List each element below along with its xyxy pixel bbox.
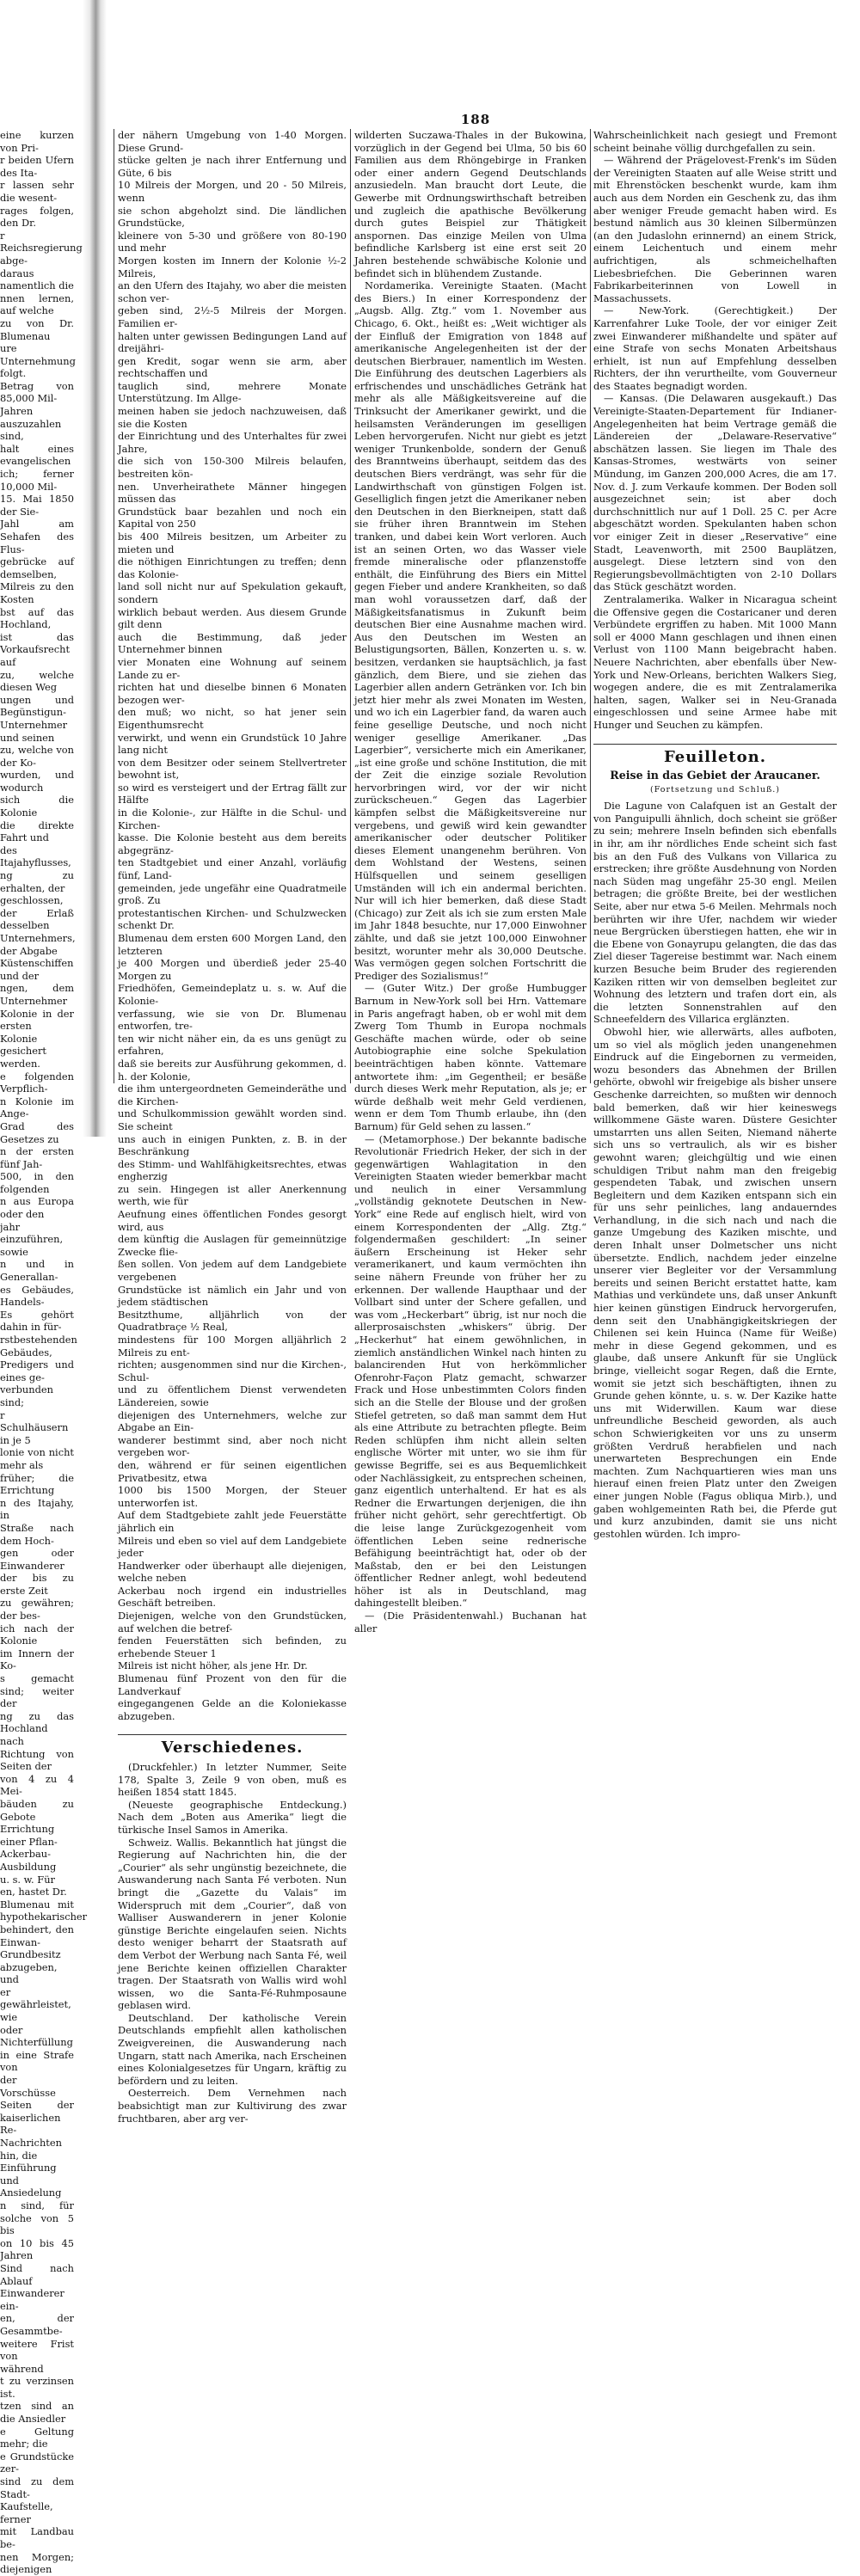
text-line: Ackerbau noch irgend ein industrielles Geschäft betreiben. <box>118 1584 347 1610</box>
text-line: uns auch in einigen Punkten, z. B. in der Beschränkung <box>118 1132 347 1158</box>
text-line: Grundstücke ist nämlich ein Jahr und von jedem städtischen <box>118 1283 347 1309</box>
text-line: Straße nach dem Hoch- <box>0 1521 74 1547</box>
text-line: die sich von 150-300 Milreis belaufen, bestreiten kön- <box>118 455 347 481</box>
paragraph: — Während der Prägelovest-Frenk's im Süden der Vereinigten Staaten auf alle Weise stritt und mit Ehrenstöcken beschenkt wurde, kam ihm auch aus dem Norden ein Geschenk zu, das ihm aber weniger Freude gemacht haben wird. Es bestund nämlich aus 30 kleinen Silbermünzen (an den Judaslohn erinnernd) an einem Strick, einem Leichentuch und einem mehr aufrichtigen, als schmeichelhaften Liebesbriefchen. Die Geberinnen waren Fabrikarbeiterinnen von Lowell in Massachussets. <box>593 154 837 304</box>
text-line: richten; ausgenommen sind nur die Kirchen-, Schul- <box>118 1359 347 1383</box>
text-line: ten Stadtgebiet und einer Anzahl, vorläufig fünf, Land- <box>118 856 347 882</box>
text-line: 15. Mai 1850 der Sie- <box>0 493 74 518</box>
text-line: jahr einzuführen, sowie <box>0 1220 64 1258</box>
text-line: nen Morgen; diejenigen <box>0 2550 74 2576</box>
text-line: rstbestehenden Gebäudes, <box>0 1334 77 1359</box>
text-line: Jahren auszuzahlen sind, <box>0 405 62 443</box>
text-line: behindert, den Einwan- <box>0 1923 74 1948</box>
text-line: der Einrichtung und des Unterhaltes für zwei Jahre, <box>118 430 347 455</box>
text-line: Grad des Gesetzes zu <box>0 1119 74 1145</box>
text-line: ich; ferner 10,000 Mil- <box>0 468 74 493</box>
text-line: je 400 Morgen und überdieß jeder 25-40 Morgen zu <box>118 957 347 982</box>
text-line: Auf dem Stadtgebiete zahlt jede Feuerstätte jährlich ein <box>118 1509 347 1534</box>
page-number: 188 <box>460 112 491 127</box>
column-1 <box>118 129 347 2125</box>
text-line: der Vorschüsse <box>0 2074 56 2099</box>
text-line: des Stimm- und Wahlfähigkeitsrechtes, etwas engherzig <box>118 1157 347 1183</box>
text-line: die ihm untergeordneten Gemeinderäthe und die Kirchen- <box>118 1083 347 1107</box>
text-line: n Kolonie im Ange- <box>0 1095 74 1120</box>
text-line: während <box>0 2362 44 2375</box>
page-gutter-shadow <box>83 0 107 1137</box>
text-line: richten hat und dieselbe binnen 6 Monaten bezogen wer- <box>118 681 347 706</box>
text-line: e Grundstücke zer- <box>0 2450 74 2475</box>
text-line: vier Monaten eine Wohnung auf seinem Lande zu er- <box>118 655 347 681</box>
text-line: er gewährleistet, wie <box>0 1985 71 2024</box>
paragraph: Schweiz. Wallis. Bekanntlich hat jüngst die Regierung auf Nachrichten hin, die der „Courier“ als sehr ungünstig bezeichnete, die Auswanderung nach Santa Fé verboten. Nun bringt die „Gazette du Valais“ im Widerspruch mit dem „Courier“, daß von Walliser Auswanderern in jener Kolonie günstige Berichte eingelaufen seien. Nichts desto weniger beharrt der Staatsrath auf dem Verbot der Werbung nach Santa Fé, weil jene Berichte keinen offiziellen Charakter tragen. Der Staatsrath von Wallis wird wohl wissen, wo die Santa-Fé-Ruhmposaune geblasen wird. <box>118 1836 347 2012</box>
text-line: des Itajahyflusses, <box>0 843 71 869</box>
paragraph: — (Metamorphose.) Der bekannte badische Revolutionär Friedrich Heker, der sich in der gegenwärtigen Wahlagitation in den Vereinigten Staaten wieder bemerkbar macht und neulich in einer Versammlung „vollständig geknotete Deutschen in New-York“ eine Rede auf englisch hielt, wird von einem Korrespondenten der „Allg. Ztg.“ folgendermaßen geschildert: „In seiner äußern Erscheinung ist Heker sehr veramerikanert, und kaum vermöchten ihn seine nähern Freunde von früher her zu erkennen. Der wallende Haupthaar und der Vollbart sind unter der Schere gefallen, und was vom „Heckerbart“ übrig, ist nur noch die allerprosaischsten „whiskers“ übrig. Der „Heckerhut“ hat einem gewöhnlichen, in ziemlich anständlichen Winkel nach hinten zu balancirenden Hut von herkömmlicher Ofenrohr-Façon Platz gemacht, schwarzer Frack und Hose unbestimmten Colors finden sich an die Stelle der Blouse und der großen Stiefel getreten, so daß man sammt dem Hut als eine Attribute zu betrachten pflegte. Beim Reden schlüpfen ihm nicht allein selten englische Wörter mit unter, wo sie ihm für gewisse Begriffe, sei es aus Bequemlichkeit oder Nachlässigkeit, zu entsprechen scheinen, ganz eigentlich unterhaltend. Er hat es als Redner die Erwartungen derjenigen, die ihn früher nicht gehört, sehr gerechtfertigt. Ob die leise lange Zurückgezogenheit vom öffentlichen Leben seine rednerische Befähigung beeinträchtigt hat, oder ob der Maßstab, den er bei den Leistungen öffentlicher Redner anlegt, wohl bedeutend höher ist als in Deutschland, mag dahingestellt bleiben.“ <box>354 1132 587 1610</box>
text-line: dem künftig die Auslagen für gemeinnützige Zwecke flie- <box>118 1233 347 1258</box>
text-line: Predigers und eines ge- <box>0 1359 74 1383</box>
text-line: Richtung von Seiten der <box>0 1747 74 1773</box>
text-line: gemeinden, jede ungefähr eine Quadratmeile groß. Zu <box>118 881 347 907</box>
text-line: n der ersten fünf Jah- <box>0 1145 74 1170</box>
text-line: land soll nicht nur auf Spekulation gekauft, sondern <box>118 580 347 605</box>
text-line: in eine Strafe von <box>0 2048 74 2074</box>
text-line: e Geltung mehr; die <box>0 2425 74 2450</box>
text-line: geben sind, 2½-5 Milreis der Morgen. Familien er- <box>118 304 347 329</box>
text-line: Grundbesitz abzugeben, und <box>0 1948 61 1986</box>
column-3-lead-text <box>593 129 837 732</box>
section-heading-verschiedenes <box>118 1734 347 1756</box>
text-line: daraus namentlich die <box>0 267 74 292</box>
text-line: Blumenau fünf Prozent von den für die Landverkauf <box>118 1672 347 1697</box>
text-line: zu von Dr. Blumenau <box>0 316 74 342</box>
text-line: auch die Bestimmung, daß jeder Unternehmer binnen <box>118 630 347 656</box>
text-line: Einwanderer ein- <box>0 2287 64 2312</box>
text-line: Milreis ist nicht höher, als jene Hr. Dr. <box>118 1659 308 1672</box>
text-line: ungen und Begünstigun- <box>0 693 74 719</box>
section-heading-feuilleton <box>593 744 837 765</box>
text-line: gebrücke auf demselben, <box>0 555 74 580</box>
text-line: Friedhöfen, Gemeindeplatz u. s. w. Auf die Kolonie- <box>118 982 347 1007</box>
text-line: mit Landbau be- <box>0 2525 74 2550</box>
text-line: weitere Frist von <box>0 2337 74 2363</box>
text-line: Grundstück baar bezahlen und noch ein Kapital von 250 <box>118 505 347 531</box>
text-line: und zu öffentlichem Dienst verwendeten Ländereien, sowie <box>118 1383 347 1408</box>
text-line: s gemacht sind; weiter der <box>0 1672 74 1710</box>
text-line: n des Itajahy, in <box>0 1496 74 1522</box>
text-line: wirklich bebaut werden. Aus diesem Grunde gilt denn <box>118 605 347 631</box>
paragraph: — (Die Präsidentenwahl.) Buchanan hat aller <box>354 1610 587 1635</box>
text-line: Diejenigen, welche von den Grundstücken, auf welchen die betref- <box>118 1610 347 1635</box>
text-line: Aeufnung eines öffentlichen Fondes gesorgt wird, aus <box>118 1208 347 1233</box>
text-line: der nähern Umgebung von 1-40 Morgen. Diese Grund- <box>118 129 347 154</box>
paragraph: Obwohl hier, wie allerwärts, alles aufboten, um so viel als möglich jeden unangenehmen Eindruck auf die Eingebornen zu vermeiden, wozu besonders das Abnehmen der Brillen gehörte, obwohl wir freigebige als bisher unsere Geschenke darreichten, so mußten wir dennoch bald bemerken, daß wir hier keineswegs willkommene Gäste waren. Düstere Gesichter umstarrten uns allen Seiten, Niemand näherte sich uns so vertraulich, als wir es bisher gewohnt waren; gleichgültig und wie einen schuldigen Tribut nahm man den freigebig gespendeten Tabak, und zwischen unsern Begleitern und dem Kaziken entspann sich ein für uns sehr peinliches, lang andauerndes Verhandlung, in die sich nach und nach die ganze Umgebung des Kaziken mischte, und deren Inhalt unser Dolmetscher uns nicht übersetzte. Endlich, nachdem jeder einzelne unserer vier Begleiter vor der Versammlung bereits und seinen Bericht erstattet hatte, kam Mathias und verkündete uns, daß unser Ankunft hier keinen günstigen Eindruck hervorgerufen, denn seit den Unabhängigkeitskriegen der Chilenen sei kein Huinca (Name für Weiße) mehr in diese Gegend gekommen, und es glaube, daß unsere Ankunft für sie Unglück bringe, vielleicht sogar Regen, daß die Ernte, womit sie jetzt sich beschäftigten, ihnen zu Grunde gehen könnte, u. s. w. Der Kazike hatte uns mit Widerwillen. Kaum war diese unfreundliche Bescheid geworden, als auch schon Schwierigkeiten vor uns zu unserm größten Verdruß herabfielen und nach unerwarteten Besprechungen ein Ende machten. Zum Nachquartieren wies man uns hierauf einen freien Platz unter den Zweigen einer jungen Noble (Fagus obliqua Mirb.), und gaben wohlgemeinten Rath bei, die Pferde gut und kurz anzubinden, damit sie uns nicht gestohlen würden. Ich impro- <box>593 1025 837 1540</box>
paragraph: Oesterreich. Dem Vernehmen nach beabsichtigt man zur Kultivirung des zwar fruchtbaren, aber arg ver- <box>118 2087 347 2125</box>
text-line: n sind, für solche von 5 bis <box>0 2199 74 2237</box>
text-line: halten unter gewissen Bedingungen Land auf dreijähri- <box>118 329 347 355</box>
text-line: ngen, dem Unternehmer <box>0 982 74 1007</box>
paragraph: — (Guter Witz.) Der große Humbugger Barnum in New-York soll bei Hrn. Vattemare in Paris angefragt haben, ob er wohl mit dem Zwerg Tom Thumb in Europa nochmals Geschäfte machen würde, oder ob seine Autobiographie eine solche Spekulation beeinträchtigen haben könnte. Vattemare antwortete ihm: „im Gegentheil; er besäße durch dieses Werk mehr Reputation, als je; er würde deßhalb weit mehr Geld verdienen, wenn er dem Tom Thumb erlaube, ihn (den Barnum) für Geld sehen zu lassen.“ <box>354 982 587 1132</box>
paragraph: wilderten Suczawa-Thales in der Bukowina, vorzüglich in der Gegend bei Ulma, 50 bis 60 Familien aus dem Rhöngebirge in Franken oder einer andern Gegend Deutschlands anzusiedeln. Man braucht dort Leute, die Gewerbe mit Ordnungswirthschaft betreiben und zugleich die apathische Bevölkerung durch gutes Beispiel zur Thätigkeit anspornen. Das einzige Meilen von Ulma befindliche Karlsberg ist eine erst seit 20 Jahren bestehende schwäbische Kolonie und befindet sich in blühendem Zustande. <box>354 129 587 279</box>
text-line: Milreis zu den Kosten <box>0 580 74 605</box>
text-line: r lassen sehr die wesent- <box>0 179 74 204</box>
paragraph: (Druckfehler.) In letzter Nummer, Seite 178, Spalte 3, Zeile 9 von oben, muß es heißen 1854 statt 1845. <box>118 1761 347 1799</box>
text-line: ng zu erhalten, der <box>0 869 74 894</box>
text-line: sie schon abgeholzt sind. Die ländlichen Grundstücke, <box>118 204 347 230</box>
text-line: ure Unternehmung folgt. <box>0 342 76 380</box>
paragraph: Zentralamerika. Walker in Nicaragua scheint die Offensive gegen die Costaricaner und deren Verbündete ergriffen zu haben. Mit 1000 Mann soll er 4000 Mann geschlagen und ihnen einen Verlust von 1100 Mann beigebracht haben. Neuere Nachrichten, aber ebenfalls über New-York und New-Orleans, berichten Walkers Sieg, wogegen andere, die es mit Zentralamerika halten, sagen, Walker sei in Neu-Granada eingeschlossen und seine Armee habe mit Hunger und Seuchen zu kämpfen. <box>593 592 837 731</box>
text-line: e folgenden Verpflich- <box>0 1070 74 1095</box>
text-line: ten wir nicht näher ein, da es uns genügt zu erfahren, <box>118 1032 347 1058</box>
text-line: r beiden Ufern des Ita- <box>0 154 74 179</box>
text-line: Handwerker oder überhaupt alle diejenigen, welche neben <box>118 1559 347 1585</box>
text-line: daß sie bereits zur Ausführung gekommen, d. h. der Kolonie, <box>118 1057 347 1083</box>
text-line: ßen sollen. Von jedem auf dem Landgebiete vergebenen <box>118 1258 347 1284</box>
text-line: t zu verzinsen ist. <box>0 2375 74 2400</box>
column-2 <box>354 129 587 1635</box>
text-line: der bis zu erste Zeit <box>0 1572 74 1597</box>
text-line: zu, welche von der Ko- <box>0 744 74 769</box>
text-line: Unternehmers, der Abgabe <box>0 932 76 957</box>
text-line: Betrag von 85,000 Mil- <box>0 379 74 405</box>
column-1-articles <box>118 1761 347 2125</box>
column-3-feuilleton-text <box>593 800 837 1540</box>
column-3 <box>593 129 837 1540</box>
column-rule <box>350 129 351 1083</box>
text-line: ich nach der Kolonie <box>0 1622 74 1647</box>
text-line: gen oder Einwanderer <box>0 1547 74 1572</box>
text-line: früher; die Errichtung <box>0 1471 74 1497</box>
text-line: on 10 bis 45 Jahren <box>0 2236 74 2262</box>
text-line: Errichtung einer Pflan- <box>0 1823 58 1848</box>
text-line: verfassung, wie sie von Dr. Blumenau entworfen, tre- <box>118 1007 347 1033</box>
paragraph: (Neueste geographische Entdeckung.) Nach dem „Boten aus Amerika“ liegt die türkische Insel Samos in Amerika. <box>118 1798 347 1836</box>
text-line: zu gewähren; der bes- <box>0 1597 74 1622</box>
text-line: den, während er für seinen eigentlichen Privatbesitz, etwa <box>118 1458 347 1484</box>
text-line: im Innern der Ko- <box>0 1647 74 1672</box>
text-line: von dem Besitzer oder seinem Stellvertreter bewohnt ist, <box>118 756 347 782</box>
text-line: an den Ufern des Itajahy, wo aber die meisten schon ver- <box>118 279 347 304</box>
text-line: mindestens für 100 Morgen alljährlich 2 Milreis zu ent- <box>118 1334 347 1359</box>
text-line: nen. Unverheirathete Männer hingegen müssen das <box>118 480 347 506</box>
text-line: r Schulhäusern in je 5 <box>0 1408 69 1446</box>
text-line: Unternehmer und seinen <box>0 718 68 744</box>
text-line: tzen sind an die Ansiedler <box>0 2400 74 2426</box>
text-line: in die Kolonie-, zur Hälfte in die Schul- und Kirchen- <box>118 807 347 831</box>
text-line: Morgen kosten im Innern der Kolonie ½-2 Milreis, <box>118 254 347 279</box>
text-line: sind zu dem Stadt- <box>0 2475 74 2500</box>
text-line: Jahl am Sehafen des Flus- <box>0 518 74 555</box>
paragraph: — Kansas. (Die Delawaren ausgekauft.) Das Vereinigte-Staaten-Departement für Indianer-Angelegenheiten hat beim Vertrage gemäß die Ländereien der „Delaware-Reservative“ abschätzen lassen. Sie liegen im Thale des Kansas-Stromes, westwärts von seiner Mündung, im Ganzen 200,000 Acres, die am 17. Nov. d. J. zum Verkaufe kommen. Der Boden soll ausgezeichnet sein; ist aber doch durchschnittlich nur auf 1 Doll. 25 C. per Acre abgeschätzt worden. Spekulanten haben schon vor einiger Zeit in dieser „Reservative“ eine Stadt, Leavenworth, mit 2500 Bauplätzen, ausgelegt. Diese letztern sind von den Regierungsbevollmächtigten von 2-10 Dollars das Stück geschätzt worden. <box>593 392 837 593</box>
text-line: Milreis und eben so viel auf dem Landgebiete jeder <box>118 1534 347 1560</box>
article-title: Reise in das Gebiet der Araucaner. <box>610 769 820 782</box>
article-subtitle: (Fortsetzung und Schluß.) <box>649 784 781 794</box>
text-line: zu, welche diesen Weg <box>0 668 74 694</box>
text-line: die nöthigen Einrichtungen zu treffen; denn das Kolonie- <box>118 555 347 580</box>
text-line: die direkte Fahrt und <box>0 819 74 844</box>
text-line: Ackerbau-Ausbildung <box>0 1848 57 1873</box>
text-line: kasse. Die Kolonie besteht aus dem bereits abgegränz- <box>118 831 347 856</box>
text-line: Seiten der kaiserlichen Re- <box>0 2099 74 2137</box>
text-line: Küstenschiffen und der <box>0 957 74 982</box>
section-title: Feuilleton. <box>664 747 766 766</box>
text-line: eingegangenen Gelde an die Koloniekasse abzugeben. <box>118 1697 347 1722</box>
text-line: lonie von nicht mehr als <box>0 1446 74 1471</box>
text-line: eine kurzen von Pri- <box>0 129 74 154</box>
text-line: kleinere von 5-30 und größere von 80-190 und mehr <box>118 229 347 255</box>
paragraph: Deutschland. Der katholische Verein Deutschlands empfiehlt allen katholischen Zweigvereinen, die Auswanderung nach Ungarn, statt nach Amerika, nach Erscheinen eines Kolonialgesetzes für Ungarn, kräftig zu befördern und zu leiten. <box>118 2011 347 2087</box>
paragraph: Nordamerika. Vereinigte Staaten. (Macht des Biers.) In einer Korrespondenz der „Augsb. Allg. Ztg.“ vom 1. November aus Chicago, 6. Okt., heißt es: „Weit wichtiger als der Einfluß der Emigration von 1848 auf amerikanische Angelegenheiten ist der der deutschen Bierbrauer, namentlich im Westen. Die Einführung des deutschen Lagerbiers als erfrischendes und unschädliches Getränk hat mehr als alle Mäßigkeitsvereine auf die Trinksucht der Amerikaner gewirkt, und die heilsamsten Veränderungen im geselligen Leben hervorgerufen. Nicht nur giebt es jetzt weniger Trunkenbolde, sondern der Genuß des Branntweins überhaupt, seitdem das des deutschen Biers verdrängt, was sehr für die Landwirthschaft von günstigen Folgen ist. Geselliglich fingen jetzt die Amerikaner neben den Deutschen in den Bierkneipen, statt daß sie früher ihren Branntwein im Stehen tranken, und dabei kein Wort verloren. Auch ist an seinen Orten, wo das Wasser viele fremde mineralische oder pflanzenstoffe enthält, die Einführung des Biers ein Mittel gegen Fieber und andere Krankheiten, so daß man wohl voraussetzen darf, daß der Mäßigkeitsfanatismus in Zukunft beim deutschen Bier eine Ausnahme machen wird. Aus den Deutschen im Westen an Belustigungsorten, Bällen, Konzerten u. s. w. besitzen, verdanken sie hauptsächlich, ja fast gänzlich, dem Biere, und sie ziehen das Lagerbier allen andern Getränken vor. Ich bin jetzt hier mehr als zwei Monaten im Westen, und wo ich ein Lagerbier fand, da waren auch feine gesellige Deutsche, und noch nicht weniger gesellige Amerikaner. „Das Lagerbier“, versicherte mich ein Amerikaner, „ist eine große und schöne Institution, die mit der Zeit die einzige soziale Revolution hervorbringen wird, vor der wir nicht zurückscheuen.“ Gegen das Lagerbier kämpfen selbst die Mäßigkeitsvereine nur vergebens, und gewiß wird kein gewandter amerikanischer oder deutscher Politiker dieses Element unangenehm berühren. Von dem Wohlstand der Westens, seinen Hülfsquellen und seinem geselligen Umständen will ich ein andermal berichten. Nur will ich hier bemerken, daß diese Stadt (Chicago) zur Zeit als ich sie zum ersten Male im Jahr 1848 besuchte, nur 17,000 Einwohner zählte, und daß sie jetzt 100,000 Einwohner besitzt, worunter mehr als 30,000 Deutsche. Was vermögen gegen solchen Fortschritt die Prediger des Sozialismus!“ <box>354 279 587 982</box>
text-line: gen Kredit, sogar wenn sie arm, aber rechtschaffen und <box>118 354 347 380</box>
text-line: n aus Europa oder den <box>0 1195 74 1221</box>
text-line: und Schulkommission gewählt worden sind. Sie scheint <box>118 1107 347 1132</box>
text-line: Kolonie gesichert werden. <box>0 1032 46 1070</box>
text-line: u. s. w. Für <box>0 1873 55 1886</box>
text-line: nnen lernen, auf welche <box>0 291 74 317</box>
text-line: wanderer bestimmt sind, aber noch nicht vergeben wor- <box>118 1433 347 1459</box>
column-1-lead-text <box>118 129 347 1722</box>
text-line: Einführung und Ansiedelung <box>0 2162 62 2199</box>
text-line: 1000 bis 1500 Morgen, der Steuer unterworfen ist. <box>118 1484 347 1509</box>
text-line: r Reichsregierung abge- <box>0 229 83 267</box>
text-line: Blumenau dem ersten 600 Morgen Land, den letzteren <box>118 932 347 957</box>
column-0-fragment <box>0 129 88 2576</box>
text-line: sich die Kolonie <box>0 794 74 819</box>
paragraph: Die Lagune von Calafquen ist an Gestalt der von Panguipulli ähnlich, doch scheint sie größer zu sein; mehrere Inseln befinden sich ebenfalls in ihr, am ihr nördliches Ende scheint sich fast bis an den Fuß des Vulkans von Villarica zu erstrecken; ihre größte Ausdehnung von Norden nach Süden mag ungefähr 25-30 engl. Meilen betragen; die größte Breite, bei der westlichen Seite, aber nur etwa 5-6 Meilen. Mehrmals noch berührten wir ihre Ufer, nachdem wir wieder neue Bergrücken überstiegen hatten, ehe wir in die Ebene von Gonayrupu gelangten, die das das Ziel dieser Tagereise bestimmt war. Nach einem kurzen Besuche beim Bruder des regierenden Kaziken ritten wir von demselben begleitet zur Wohnung des letztern und trafen dort ein, als die letzten Sonnenstrahlen auf den Schneefeldern des Villarica erglänzten. <box>593 800 837 1026</box>
text-line: tauglich sind, mehrere Monate Unterstützung. Im Allge- <box>118 379 347 405</box>
text-line: von 4 zu 4 Mei- <box>0 1772 74 1798</box>
text-line: verbunden sind; <box>0 1383 53 1408</box>
text-line: Besitzthume, alljährlich von der Quadratbraçe ½ Real, <box>118 1308 347 1334</box>
paragraph: Wahrscheinlichkeit nach gesiegt und Fremont scheint beinahe völlig durchgefallen zu sein. <box>593 129 837 154</box>
text-line: den muß; wo nicht, so hat jener sein Eigenthumsrecht <box>118 706 347 731</box>
text-line: bäuden zu Gebote <box>0 1797 74 1823</box>
text-line: fenden Feuerstätten sich befinden, zu erhebende Steuer 1 <box>118 1635 347 1659</box>
text-line: ist das Vorkaufsrecht auf <box>0 630 74 668</box>
text-line: es Gebäudes, Handels- <box>0 1283 74 1309</box>
text-line: zu sein. Hingegen ist aller Anerkennung werth, wie für <box>118 1182 347 1208</box>
paragraph: — New-York. (Gerechtigkeit.) Der Karrenfahrer Luke Toole, der vor einiger Zeit zwei Einwanderer mißhandelte und später auf eine Strafe von sechs Monaten Arbeitshaus erhielt, ist nun auf Empfehlung desselben Richters, der ihn verurtheilte, vom Gouverneur des Staates begnadigt worden. <box>593 304 837 392</box>
text-line: meinen haben sie jedoch nachzuweisen, daß sie die Kosten <box>118 405 347 430</box>
text-line: Kolonie in der ersten <box>0 1007 74 1033</box>
text-line: en, der Gesammtbe- <box>0 2312 74 2337</box>
text-line: Nachrichten hin, die <box>0 2137 62 2162</box>
text-line: wurden, und wodurch <box>0 769 74 794</box>
text-line: Sind nach Ablauf <box>0 2261 74 2287</box>
text-line: Es gehört dahin in für- <box>0 1308 74 1334</box>
text-line: Kaufstelle, ferner <box>0 2500 53 2525</box>
text-line: bis 400 Milreis besitzen, um Arbeiter zu mieten und <box>118 531 347 555</box>
column-rule <box>590 129 591 1083</box>
text-line: halt eines evangelischen <box>0 442 74 468</box>
text-line: Blumenau mit hypothekarischer <box>0 1898 88 1923</box>
text-line: rages folgen, den Dr. <box>0 204 74 230</box>
text-line: protestantischen Kirchen- und Schulzwecken schenkt Dr. <box>118 906 347 932</box>
text-line: geschlossen, der Erlaß desselben <box>0 894 74 932</box>
text-line: so wird es versteigert und der Ertrag fällt zur Hälfte <box>118 781 347 807</box>
text-line: 500, in den folgenden <box>0 1170 74 1195</box>
text-line: en, hastet Dr. <box>0 1886 67 1898</box>
text-line: 10 Milreis der Morgen, und 20 - 50 Milreis, wenn <box>118 179 347 204</box>
text-line: n und in Generallan- <box>0 1258 74 1284</box>
text-line: oder Nichterfüllung <box>0 2023 73 2049</box>
text-line: verwirkt, und wenn ein Grundstück 10 Jahre lang nicht <box>118 731 347 757</box>
text-line: diejenigen des Unternehmers, welche zur Abgabe an Ein- <box>118 1408 347 1434</box>
section-title: Verschiedenes. <box>161 1739 304 1757</box>
text-line: ng zu das Hochland nach <box>0 1709 74 1747</box>
text-line: bst auf das Hochland, <box>0 605 74 631</box>
text-line: stücke gelten je nach ihrer Entfernung und Güte, 6 bis <box>118 154 347 179</box>
